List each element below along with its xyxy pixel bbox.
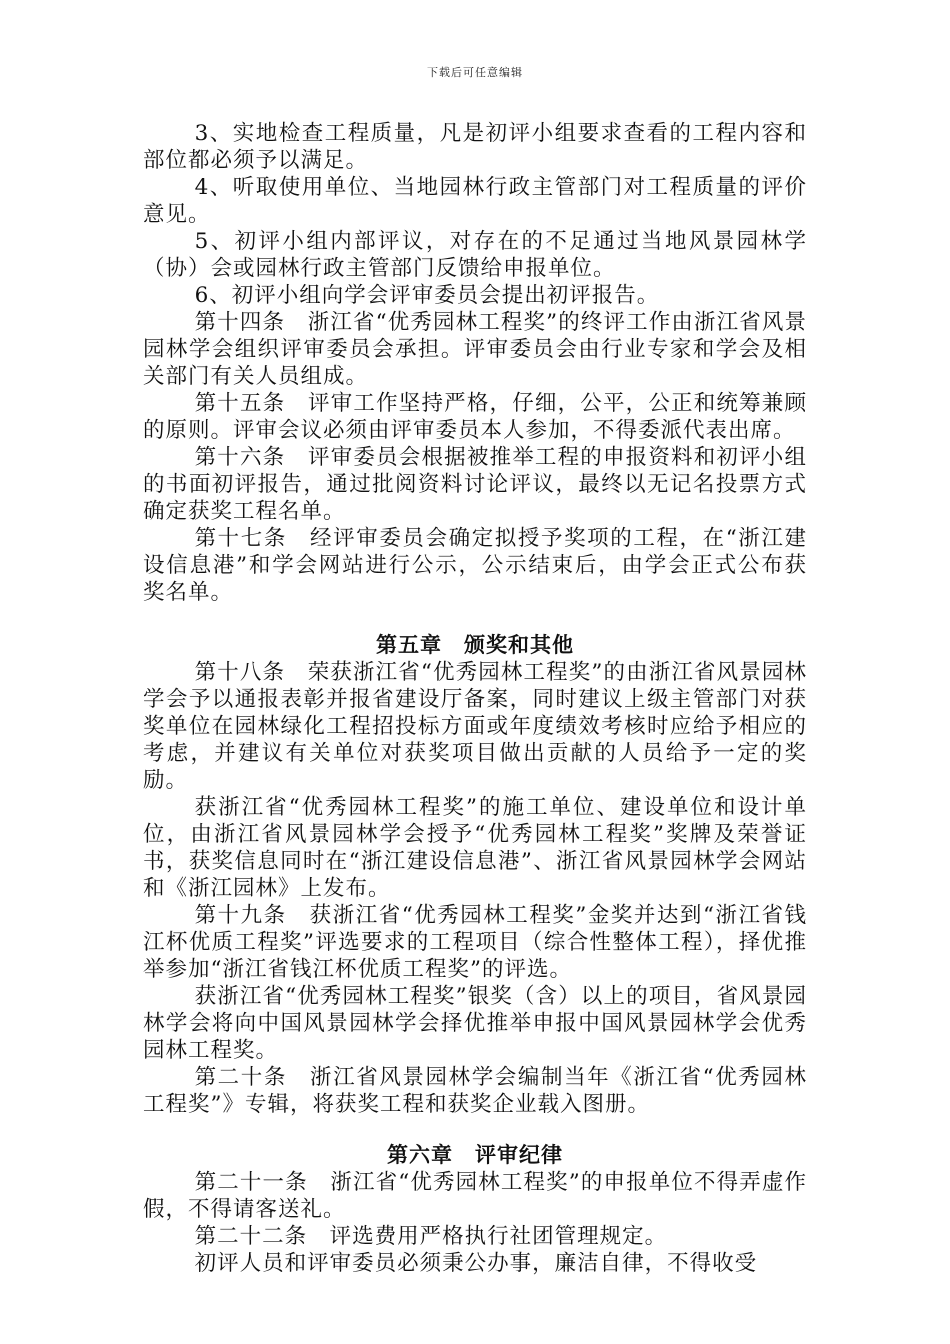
article-18-continued: 获浙江省“优秀园林工程奖”的施工单位、建设单位和设计单位，由浙江省风景园林学会授予“优秀园林工程奖”奖牌及荣誉证书，获奖信息同时在“浙江建设信息港”、浙江省风景园林学会网站和《浙江园林》上发布。 <box>143 795 807 901</box>
article-14: 第十四条 浙江省“优秀园林工程奖”的终评工作由浙江省风景园林学会组织评审委员会承担。评审委员会由行业专家和学会及相关部门有关人员组成。 <box>143 310 807 389</box>
article-22-continued: 初评人员和评审委员必须秉公办事，廉洁自律，不得收受 <box>194 1251 758 1276</box>
article-21: 第二十一条 浙江省“优秀园林工程奖”的申报单位不得弄虚作假，不得请客送礼。 <box>143 1170 807 1222</box>
chapter-6-heading: 第六章 评审纪律 <box>387 1143 563 1167</box>
article-16: 第十六条 评审委员会根据被推举工程的申报资料和初评小组的书面初评报告，通过批阅资料讨论评议，最终以无记名投票方式确定获奖工程名单。 <box>143 445 807 524</box>
document-body <box>143 120 807 1277</box>
article-20: 第二十条 浙江省风景园林学会编制当年《浙江省“优秀园林工程奖”》专辑，将获奖工程和获奖企业载入图册。 <box>143 1065 807 1117</box>
article-15: 第十五条 评审工作坚持严格，仔细，公平，公正和统筹兼顾的原则。评审会议必须由评审委员本人参加，不得委派代表出席。 <box>143 391 807 443</box>
paragraph-item-4: 4、听取使用单位、当地园林行政主管部门对工程质量的评价意见。 <box>143 175 807 227</box>
paragraph-item-3: 3、实地检查工程质量，凡是初评小组要求查看的工程内容和部位都必须予以满足。 <box>143 121 807 173</box>
paragraph-item-6: 6、初评小组向学会评审委员会提出初评报告。 <box>194 283 660 308</box>
chapter-5-heading: 第五章 颁奖和其他 <box>376 633 574 657</box>
article-19: 第十九条 获浙江省“优秀园林工程奖”金奖并达到“浙江省钱江杯优质工程奖”评选要求的工程项目（综合性整体工程），择优推举参加“浙江省钱江杯优质工程奖”的评选。 <box>143 903 807 982</box>
paragraph-item-5: 5、初评小组内部评议，对存在的不足通过当地风景园林学（协）会或园林行政主管部门反馈给申报单位。 <box>143 229 807 281</box>
article-22: 第二十二条 评选费用严格执行社团管理规定。 <box>194 1224 668 1249</box>
article-18: 第十八条 荣获浙江省“优秀园林工程奖”的由浙江省风景园林学会予以通报表彰并报省建设厅备案，同时建议上级主管部门对获奖单位在园林绿化工程招投标方面或年度绩效考核时应给予相应的考虑，并建议有关单位对获奖项目做出贡献的人员给予一定的奖励。 <box>143 660 807 793</box>
article-19-continued: 获浙江省“优秀园林工程奖”银奖（含）以上的项目，省风景园林学会将向中国风景园林学会择优推举申报中国风景园林学会优秀园林工程奖。 <box>143 984 807 1063</box>
article-17: 第十七条 经评审委员会确定拟授予奖项的工程，在“浙江建设信息港”和学会网站进行公示，公示结束后，由学会正式公布获奖名单。 <box>143 526 807 605</box>
header-note: 下载后可任意编辑 <box>427 66 523 79</box>
